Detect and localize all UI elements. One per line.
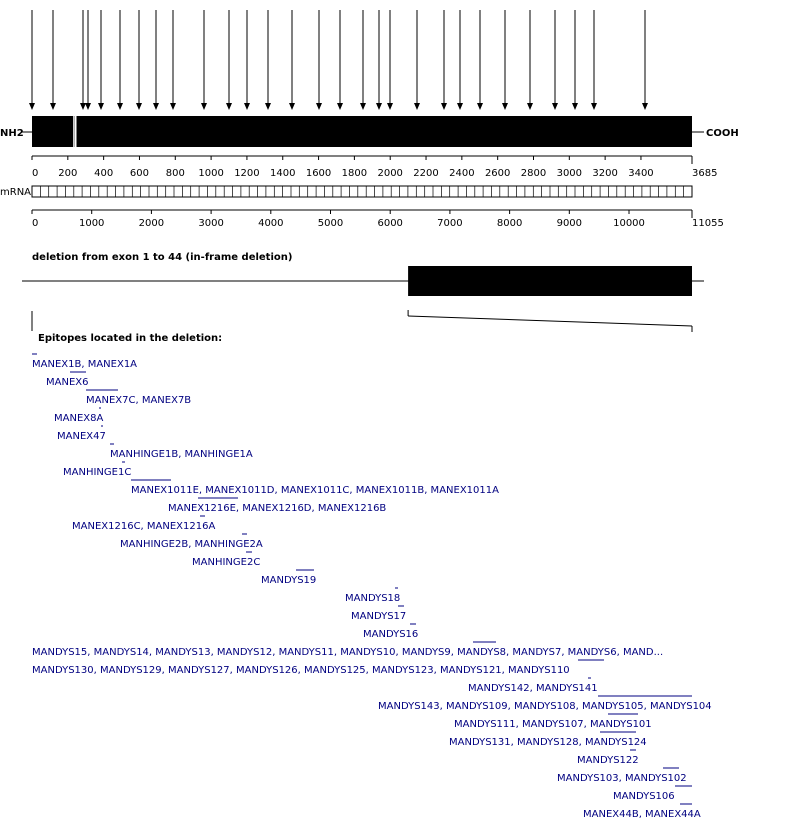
aa-tick-label: 1800 [341, 168, 368, 179]
epitope-row[interactable] [468, 678, 598, 694]
aa-tick-label: 2000 [377, 168, 403, 179]
mrna-label: mRNA [0, 187, 32, 198]
aa-tick-label: 0 [32, 168, 39, 179]
domain-arrow [414, 10, 420, 110]
aa-tick-label: 2200 [413, 168, 439, 179]
domain-arrow [552, 10, 558, 110]
aa-tick-label: 600 [129, 168, 150, 179]
epitope-link[interactable]: MANDYS15, MANDYS14, MANDYS13, MANDYS12, MANDYS11, MANDYS10, MANDYS9, MANDYS8, MANDYS7, MANDYS6, MAND... [32, 647, 664, 658]
epitopes-heading: Epitopes located in the deletion: [38, 333, 223, 344]
epitope-link[interactable]: MANEX7C, MANEX7B [86, 395, 192, 406]
aa-tick-label: 1400 [270, 168, 296, 179]
epitope-row[interactable] [345, 588, 400, 604]
domain-arrows [29, 10, 648, 110]
mrna-tick-label: 4000 [258, 218, 284, 229]
epitope-row[interactable] [46, 372, 88, 388]
epitope-row[interactable] [192, 552, 260, 568]
epitope-link[interactable]: MANHINGE2C [192, 557, 261, 568]
epitope-row[interactable] [613, 786, 692, 802]
mrna-tick-label: 7000 [437, 218, 463, 229]
domain-arrow [642, 10, 648, 110]
domain-arrow [457, 10, 463, 110]
epitope-link[interactable]: MANDYS142, MANDYS141 [468, 683, 598, 694]
epitope-row[interactable] [363, 624, 418, 640]
domain-arrow [316, 10, 322, 110]
epitope-link[interactable]: MANEX47 [57, 431, 106, 442]
epitope-row[interactable] [168, 498, 386, 514]
deletion-bracket-diagonal [408, 316, 692, 326]
domain-arrow [50, 10, 56, 110]
epitope-row[interactable] [583, 804, 701, 819]
epitope-row[interactable] [577, 750, 639, 766]
epitope-link[interactable]: MANDYS19 [261, 575, 317, 586]
deletion-title: deletion from exon 1 to 44 (in-frame deletion) [32, 252, 293, 263]
aa-tick-label: 2400 [449, 168, 475, 179]
aa-tick-label: 1200 [234, 168, 260, 179]
nh2-label: NH2 [0, 128, 24, 139]
mrna-tick-label: 2000 [138, 218, 165, 229]
domain-arrow [441, 10, 447, 110]
domain-arrow [80, 10, 86, 110]
mrna-exon-boundaries [40, 186, 683, 197]
domain-arrow [226, 10, 232, 110]
aa-tick-label: 1600 [305, 168, 332, 179]
protein-gap [75, 116, 77, 147]
domain-arrow [527, 10, 533, 110]
epitope-row[interactable] [32, 354, 137, 370]
epitope-row[interactable] [557, 768, 687, 784]
aa-tick-label: 2800 [520, 168, 547, 179]
epitope-row[interactable] [351, 606, 406, 622]
domain-arrow [98, 10, 104, 110]
epitope-row[interactable] [32, 642, 663, 658]
aa-tick-label: 2600 [484, 168, 511, 179]
epitope-link[interactable]: MANEX1216E, MANEX1216D, MANEX1216B [168, 503, 387, 514]
epitope-row[interactable] [57, 426, 106, 442]
domain-arrow [201, 10, 207, 110]
epitope-row[interactable] [261, 570, 316, 586]
mrna-tick-label: 6000 [377, 218, 403, 229]
mrna-tick-label: 5000 [317, 218, 344, 229]
epitope-row[interactable] [63, 462, 131, 478]
domain-arrow [265, 10, 271, 110]
mrna-tick-label: 3000 [198, 218, 224, 229]
aa-tick-label: 400 [94, 168, 114, 179]
aa-tick-label: 3200 [592, 168, 618, 179]
epitope-link[interactable]: MANDYS16 [363, 629, 419, 640]
epitope-row[interactable] [110, 444, 253, 460]
domain-arrow [136, 10, 142, 110]
epitope-row[interactable] [72, 516, 215, 532]
aa-tick-label: 3400 [628, 168, 654, 179]
epitope-list [32, 354, 712, 819]
domain-arrow [244, 10, 250, 110]
amino-acid-axis [32, 156, 717, 179]
epitope-link[interactable]: MANDYS111, MANDYS107, MANDYS101 [454, 719, 652, 730]
domain-arrow [117, 10, 123, 110]
epitope-row[interactable] [32, 660, 604, 676]
epitope-link[interactable]: MANEX8A [54, 413, 104, 424]
epitope-row[interactable] [120, 534, 263, 550]
domain-arrow [85, 10, 91, 110]
epitope-link[interactable]: MANEX44B, MANEX44A [583, 809, 701, 819]
epitope-link[interactable]: MANDYS122 [577, 755, 639, 766]
domain-arrow [387, 10, 393, 110]
domain-arrow [477, 10, 483, 110]
domain-arrow [289, 10, 295, 110]
epitope-link[interactable]: MANEX1011E, MANEX1011D, MANEX1011C, MANEX1011B, MANEX1011A [131, 485, 499, 496]
domain-arrow [29, 10, 35, 110]
domain-arrow [153, 10, 159, 110]
epitope-row[interactable] [449, 732, 647, 748]
epitope-link[interactable]: MANDYS131, MANDYS128, MANDYS124 [449, 737, 647, 748]
epitope-row[interactable] [131, 480, 499, 496]
mrna-bar [32, 186, 692, 197]
epitope-link[interactable]: MANDYS130, MANDYS129, MANDYS127, MANDYS126, MANDYS125, MANDYS123, MANDYS121, MANDYS110 [32, 665, 570, 676]
epitope-link[interactable]: MANEX1B, MANEX1A [32, 359, 138, 370]
epitope-link[interactable]: MANHINGE1C [63, 467, 132, 478]
epitope-link[interactable]: MANHINGE2B, MANHINGE2A [120, 539, 263, 550]
epitope-link[interactable]: MANEX6 [46, 377, 89, 388]
mrna-end-label: 11055 [692, 218, 724, 229]
epitope-link[interactable]: MANDYS17 [351, 611, 407, 622]
aa-tick-label: 200 [58, 168, 78, 179]
epitope-link[interactable]: MANEX1216C, MANEX1216A [72, 521, 216, 532]
epitope-link[interactable]: MANDYS103, MANDYS102 [557, 773, 687, 784]
mrna-axis [32, 210, 724, 229]
aa-tick-label: 1000 [198, 168, 224, 179]
aa-end-label: 3685 [692, 168, 718, 179]
protein-bar [32, 116, 692, 147]
epitope-row[interactable] [454, 714, 652, 730]
epitope-row[interactable] [86, 390, 191, 406]
epitope-link[interactable]: MANHINGE1B, MANHINGE1A [110, 449, 253, 460]
domain-arrow [376, 10, 382, 110]
protein-gap [73, 116, 75, 147]
mrna-tick-label: 0 [32, 218, 39, 229]
epitope-link[interactable]: MANDYS106 [613, 791, 675, 802]
epitope-row[interactable] [54, 408, 103, 424]
domain-arrow [502, 10, 508, 110]
deletion-bar [408, 266, 692, 296]
cooh-label: COOH [706, 128, 739, 139]
mrna-tick-label: 8000 [496, 218, 523, 229]
epitope-link[interactable]: MANDYS143, MANDYS109, MANDYS108, MANDYS105, MANDYS104 [378, 701, 712, 712]
aa-tick-label: 3000 [556, 168, 583, 179]
epitope-row[interactable] [378, 696, 712, 712]
mrna-tick-label: 9000 [556, 218, 583, 229]
domain-arrow [591, 10, 597, 110]
mrna-tick-label: 10000 [613, 218, 645, 229]
domain-arrow [572, 10, 578, 110]
mrna-tick-label: 1000 [78, 218, 105, 229]
epitope-link[interactable]: MANDYS18 [345, 593, 401, 604]
domain-arrow [170, 10, 176, 110]
domain-arrow [337, 10, 343, 110]
domain-arrow [360, 10, 366, 110]
aa-tick-label: 800 [165, 168, 185, 179]
